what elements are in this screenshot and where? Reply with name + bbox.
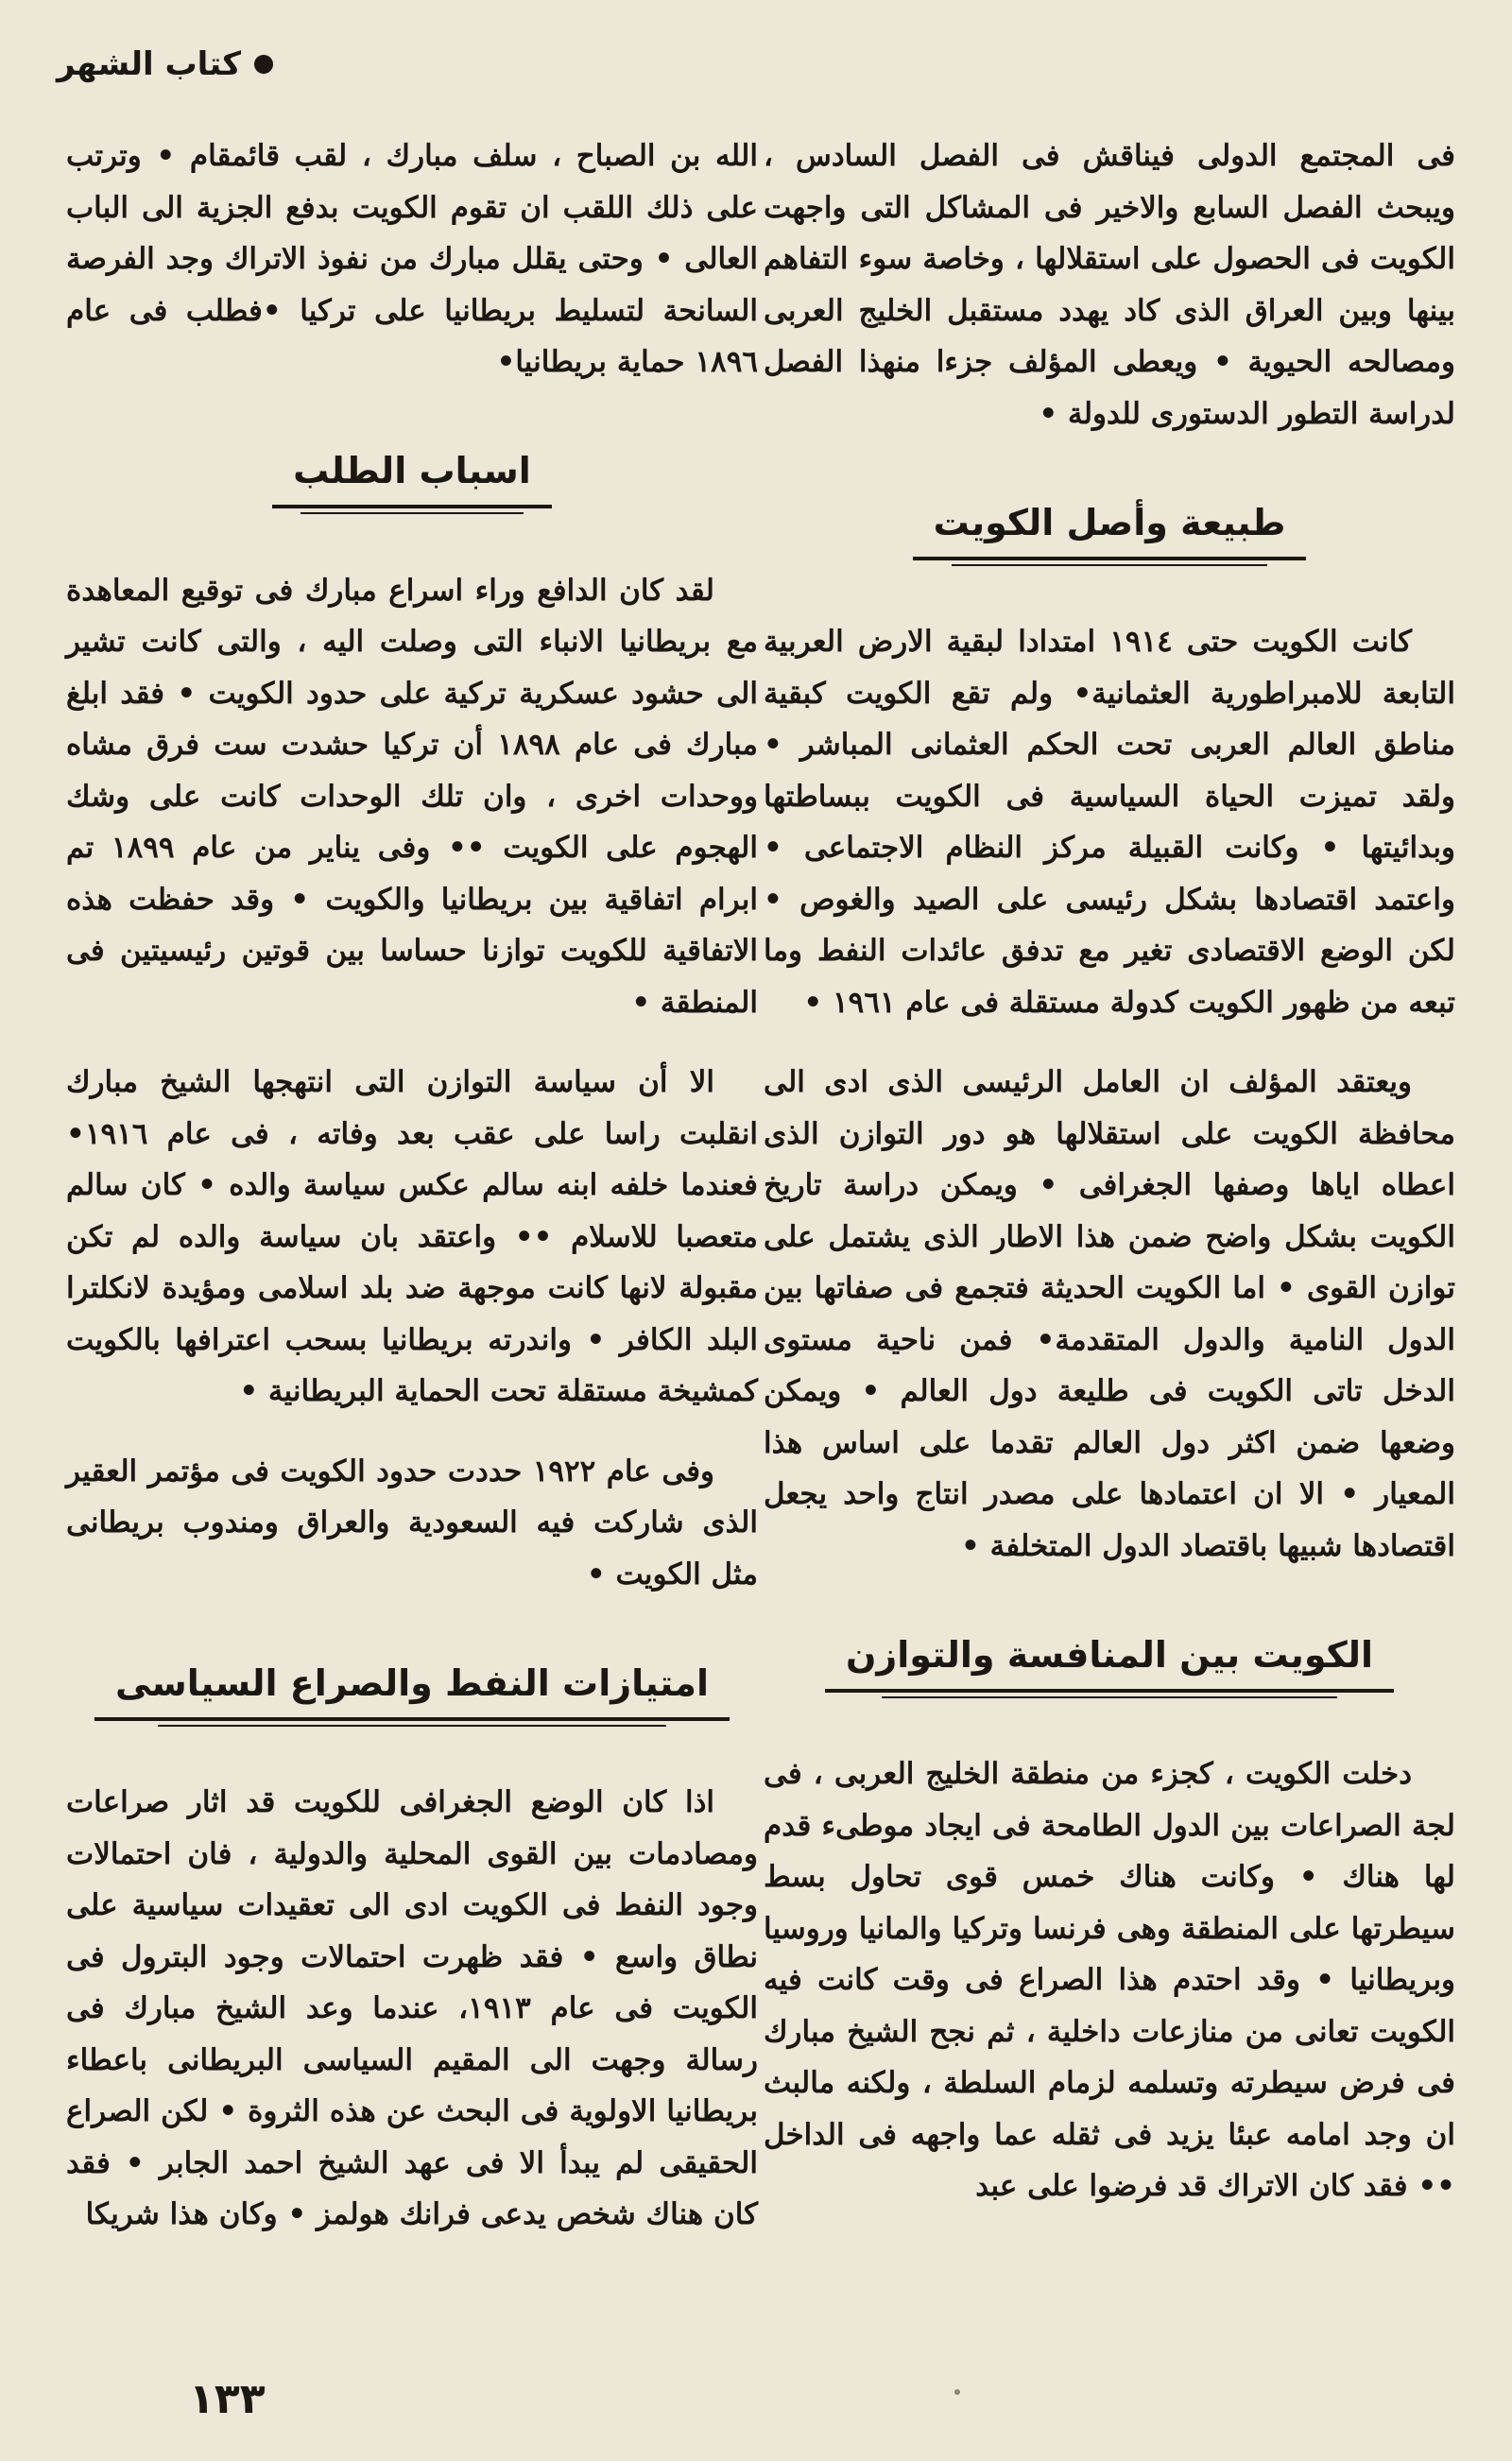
column-right	[764, 130, 1455, 2241]
body-paragraph: لقد كان الدافع وراء اسراع مبارك فى توقيع المعاهدة مع بريطانيا الانباء التى وصلت اليه ، والتى كانت تشير الى حشود عسكرية تركية على حدود الكويت • فقد ابلغ مبارك فى عام ١٨٩٨ أن تركيا حشدت ست فرق مشاه ووحدات اخرى ، وان تلك الوحدات كانت على وشك الهجوم على الكويت •• وفى يناير من عام ١٨٩٩ تم ابرام اتفاقية بين بريطانيا والكويت • وقد حفظت هذه الاتفاقية للكويت توازنا حساسا بين قوتين رئيسيتين فى المنطقة •	[66, 573, 758, 1020]
section-heading: الكويت بين المنافسة والتوازن	[825, 1630, 1394, 1693]
body-paragraph: كانت الكويت حتى ١٩١٤ امتدادا لبقية الارض العربية التابعة للامبراطورية العثمانية• ولم تقع الكويت كبقية مناطق العالم العربى تحت الحكم العثمانى المباشر • ولقد تميزت الحياة السياسية فى الكويت ببساطتها وبدائيتها • وكانت القبيلة مركز النظام الاجتماعى • واعتمد اقتصادها بشكل رئيسى على الصيد والغوص • لكن الوضع الاقتصادى تغير مع تدفق عائدات النفط وما تبعه من ظهور الكويت كدولة مستقلة فى عام ١٩٦١ •	[764, 625, 1455, 1020]
section-heading-wrap	[764, 468, 1455, 590]
column-left	[66, 130, 758, 2269]
running-header-title: كتاب الشهر	[57, 45, 242, 83]
section-heading: طبيعة وأصل الكويت	[913, 498, 1307, 560]
bullet-icon	[254, 55, 273, 74]
body-paragraph: وفى عام ١٩٢٢ حددت حدود الكويت فى مؤتمر العقير الذى شاركت فيه السعودية والعراق ومندوب بريطانى مثل الكويت •	[66, 1454, 758, 1592]
section-heading: اسباب الطلب	[272, 446, 552, 508]
page-number: ١٣٣	[189, 2375, 266, 2423]
body-paragraph: الله بن الصباح ، سلف مبارك ، لقب قائمقام • وترتب على ذلك اللقب ان تقوم الكويت بدفع الجزية الى الباب العالى • وحتى يقلل مبارك من نفوذ الاتراك وجد الفرصة السانحة لتسليط بريطانيا على تركيا •فطلب فى عام ١٨٩٦ حماية بريطانيا•	[66, 139, 758, 379]
body-paragraph: الا أن سياسة التوازن التى انتهجها الشيخ مبارك انقلبت راسا على عقب بعد وفاته ، فى عام ١٩١٦• فعندما خلفه ابنه سالم عكس سياسة والده • كان سالم متعصبا للاسلام •• واعتقد بان سياسة والده لم تكن مقبولة لانها كانت موجهة ضد بلد اسلامى ومؤيدة لانكلترا البلد الكافر • واندرته بريطانيا بسحب اعترافها بالكويت كمشيخة مستقلة تحت الحماية البريطانية •	[66, 1065, 758, 1409]
body-paragraph: فى المجتمع الدولى فيناقش فى الفصل السادس ، ويبحث الفصل السابع والاخير فى المشاكل التى واجهت الكويت فى الحصول على استقلالها ، وخاصة سوء التفاهم بينها وبين العراق الذى كاد يهدد مستقبل الخليج العربى ومصالحه الحيوية • ويعطى المؤلف جزءا منهذا الفصل لدراسة التطور الدستورى للدولة •	[764, 139, 1455, 431]
body-paragraph: ويعتقد المؤلف ان العامل الرئيسى الذى ادى الى محافظة الكويت على استقلالها هو دور التوازن الذى اعطاه اياها وصفها الجغرافى • ويمكن دراسة تاريخ الكويت بشكل واضح ضمن هذا الاطار الذى يشتمل على توازن القوى • اما الكويت الحديثة فتجمع فى صفاتها بين الدول النامية والدول المتقدمة• فمن ناحية مستوى الدخل تاتى الكويت فى طليعة دول العالم • ويمكن وضعها ضمن اكثر دول العالم تقدما على اساس هذا المعيار • الا ان اعتمادها على مصدر انتاج واحد يجعل اقتصادها شبيها باقتصاد الدول المتخلفة •	[764, 1065, 1455, 1563]
center-mark	[954, 2389, 960, 2395]
body-paragraph: دخلت الكويت ، كجزء من منطقة الخليج العربى ، فى لجة الصراعات بين الدول الطامحة فى ايجاد موطىء قدم لها هناك • وكانت هناك خمس قوى تحاول بسط سيطرتها على المنطقة وهى فرنسا وتركيا والمانيا وروسيا وبريطانيا • وقد احتدم هذا الصراع فى وقت كانت فيه الكويت تعانى من منازعات داخلية ، ثم نجح الشيخ مبارك فى فرض سيطرته وتسلمه لزمام السلطة ، ولكنه مالبث ان وجد امامه عبئا يزيد فى ثقله عما واجهه فى الداخل •• فقد كان الاتراك قد فرضوا على عبد	[764, 1757, 1455, 2204]
body-paragraph: اذا كان الوضع الجغرافى للكويت قد اثار صراعات ومصادمات بين القوى المحلية والدولية ، فان احتمالات وجود النفط فى الكويت ادى الى تعقيدات سياسية على نطاق واسع • فقد ظهرت احتمالات وجود البترول فى الكويت فى عام ١٩١٣، عندما وعد الشيخ مبارك فى رسالة وجهت الى المقيم السياسى البريطانى باعطاء بريطانيا الاولوية فى البحث عن هذه الثروة • لكن الصراع الحقيقى لم يبدأ الا فى عهد الشيخ احمد الجابر • فقد كان هناك شخص يدعى فرانك هولمز • وكان هذا شريكا	[66, 1785, 758, 2232]
section-heading-wrap	[66, 417, 758, 539]
running-header	[57, 45, 273, 83]
section-heading: امتيازات النفط والصراع السياسى	[94, 1659, 730, 1721]
section-heading-wrap	[764, 1600, 1455, 1722]
section-heading-wrap	[66, 1628, 758, 1750]
